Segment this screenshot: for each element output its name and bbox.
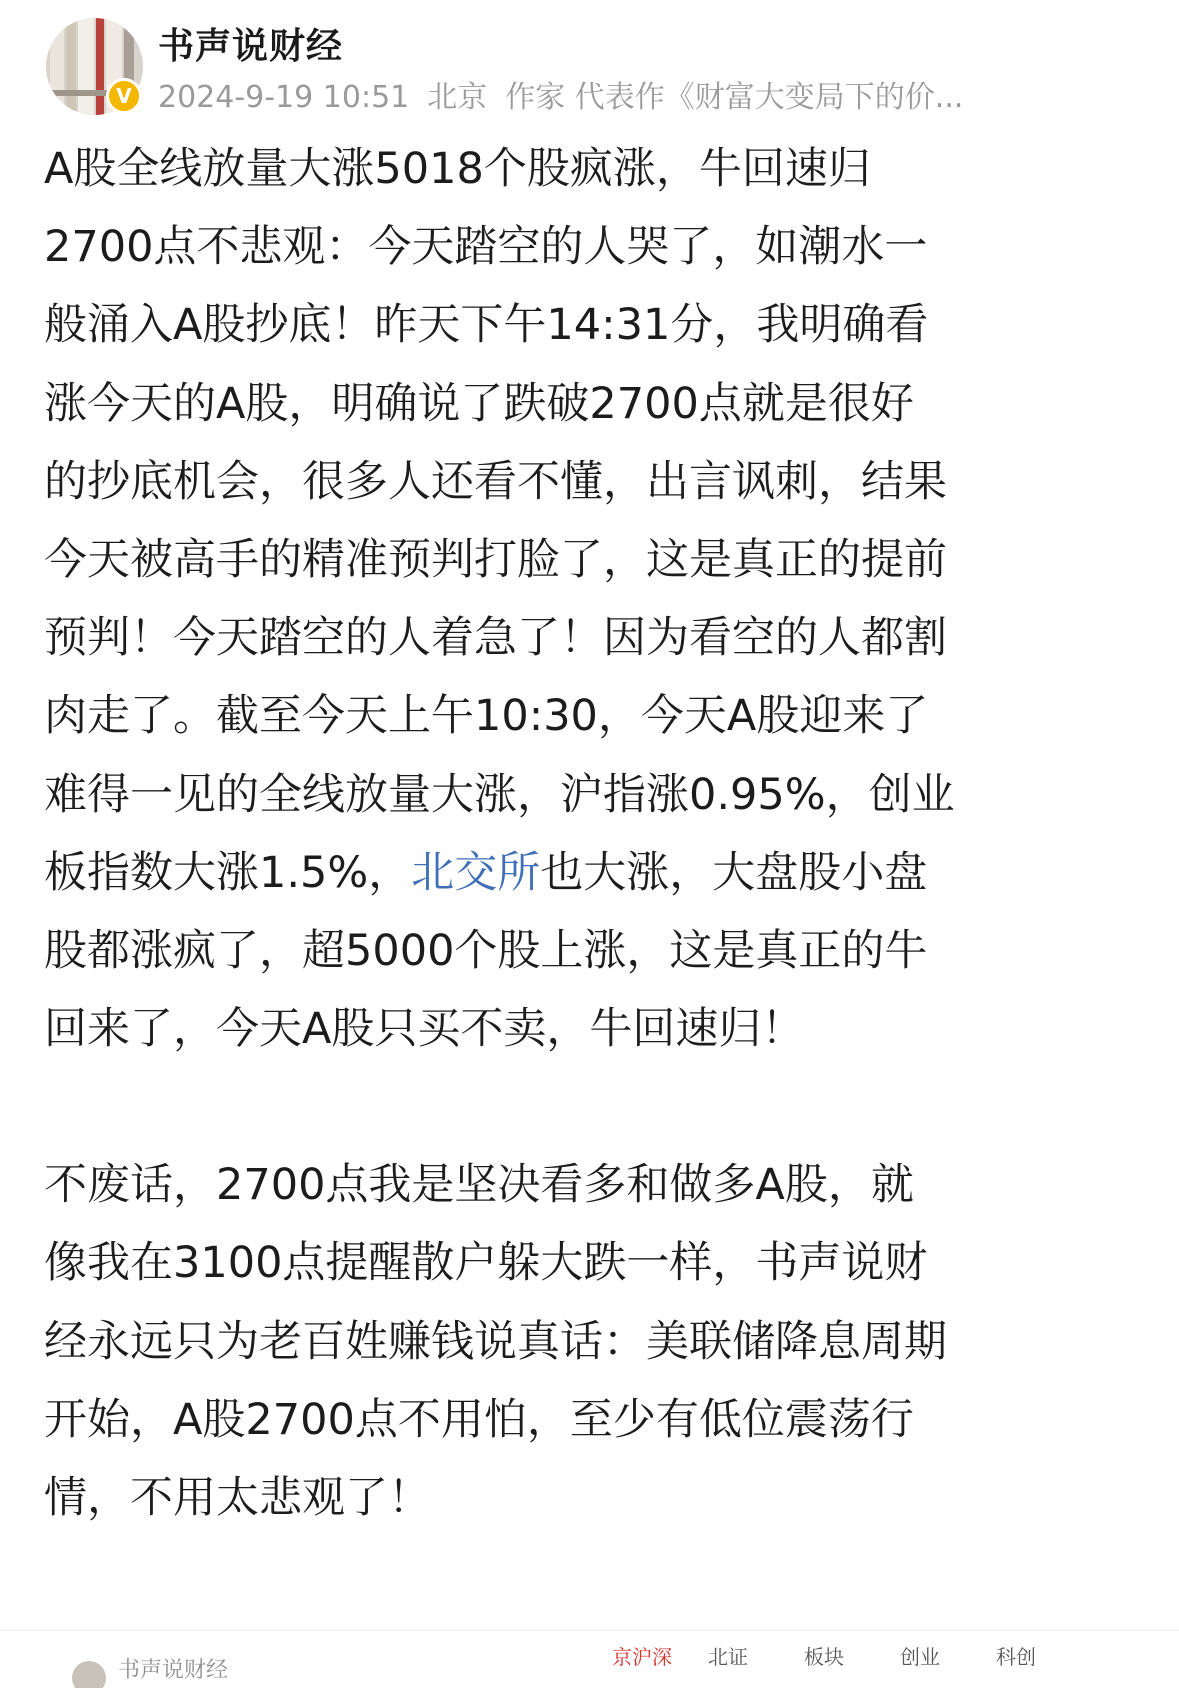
text-line: 像我在3100点提醒散户躲大跌一样，书声说财 <box>44 1238 928 1289</box>
post-paragraph-1 <box>44 130 1154 1068</box>
tab-kechuang[interactable]: 科创 <box>996 1645 1036 1669</box>
text-line: 不废话，2700点我是坚决看多和做多A股，就 <box>44 1160 914 1211</box>
text-line: 肉走了。截至今天上午10:30，今天A股迎来了 <box>44 691 929 742</box>
post-location: 北京 <box>427 80 488 115</box>
text-line: 情，不用太悲观了！ <box>44 1473 431 1523</box>
text-line: 预判！今天踏空的人着急了！因为看空的人都割 <box>44 613 947 664</box>
post-meta <box>158 72 1088 116</box>
verified-badge-icon: V <box>106 78 142 114</box>
text-line: 今天被高手的精准预判打脸了，这是真正的提前 <box>44 534 947 585</box>
text-line <box>44 834 1154 912</box>
post-timestamp: 2024-9-19 10:51 <box>158 80 410 115</box>
text-segment: 板指数大涨1.5%， <box>44 847 412 898</box>
mini-avatar <box>72 1661 106 1688</box>
author-identity[interactable]: 作家 代表作《财富大变局下的价... <box>505 80 964 115</box>
text-line: 涨今天的A股，明确说了跌破2700点就是很好 <box>44 378 914 429</box>
embedded-preview-bar <box>0 1630 1179 1688</box>
tab-bankuai[interactable]: 板块 <box>804 1645 844 1669</box>
post-content <box>44 130 1154 1537</box>
post-header <box>46 14 1146 122</box>
text-line: A股全线放量大涨5018个股疯涨，牛回速归 <box>44 144 871 194</box>
market-tabs <box>612 1641 1092 1670</box>
text-line: 开始，A股2700点不用怕，至少有低位震荡行 <box>44 1394 914 1445</box>
tab-jinghushen[interactable]: 京沪深 <box>612 1645 672 1669</box>
text-line: 的抄底机会，很多人还看不懂，出言讽刺，结果 <box>44 456 947 507</box>
text-line: 经永远只为老百姓赚钱说真话：美联储降息周期 <box>44 1316 947 1367</box>
text-line: 2700点不悲观：今天踏空的人哭了，如潮水一 <box>44 222 928 273</box>
mini-author-name: 书声说财经 <box>118 1658 229 1683</box>
post-paragraph-2 <box>44 1146 1154 1537</box>
tab-chuangye[interactable]: 创业 <box>900 1645 940 1669</box>
text-line: 股都涨疯了，超5000个股上涨，这是真正的牛 <box>44 925 928 976</box>
text-line: 般涌入A股抄底！昨天下午14:31分，我明确看 <box>44 300 929 351</box>
author-name[interactable]: 书声说财经 <box>158 26 344 67</box>
tab-beizheng[interactable]: 北证 <box>708 1645 748 1669</box>
text-line: 回来了，今天A股只买不卖，牛回速归！ <box>44 1004 805 1055</box>
text-segment: 也大涨，大盘股小盘 <box>540 847 928 898</box>
topic-link[interactable]: 北交所 <box>411 847 541 898</box>
text-line: 难得一见的全线放量大涨，沪指涨0.95%，创业 <box>44 769 955 820</box>
